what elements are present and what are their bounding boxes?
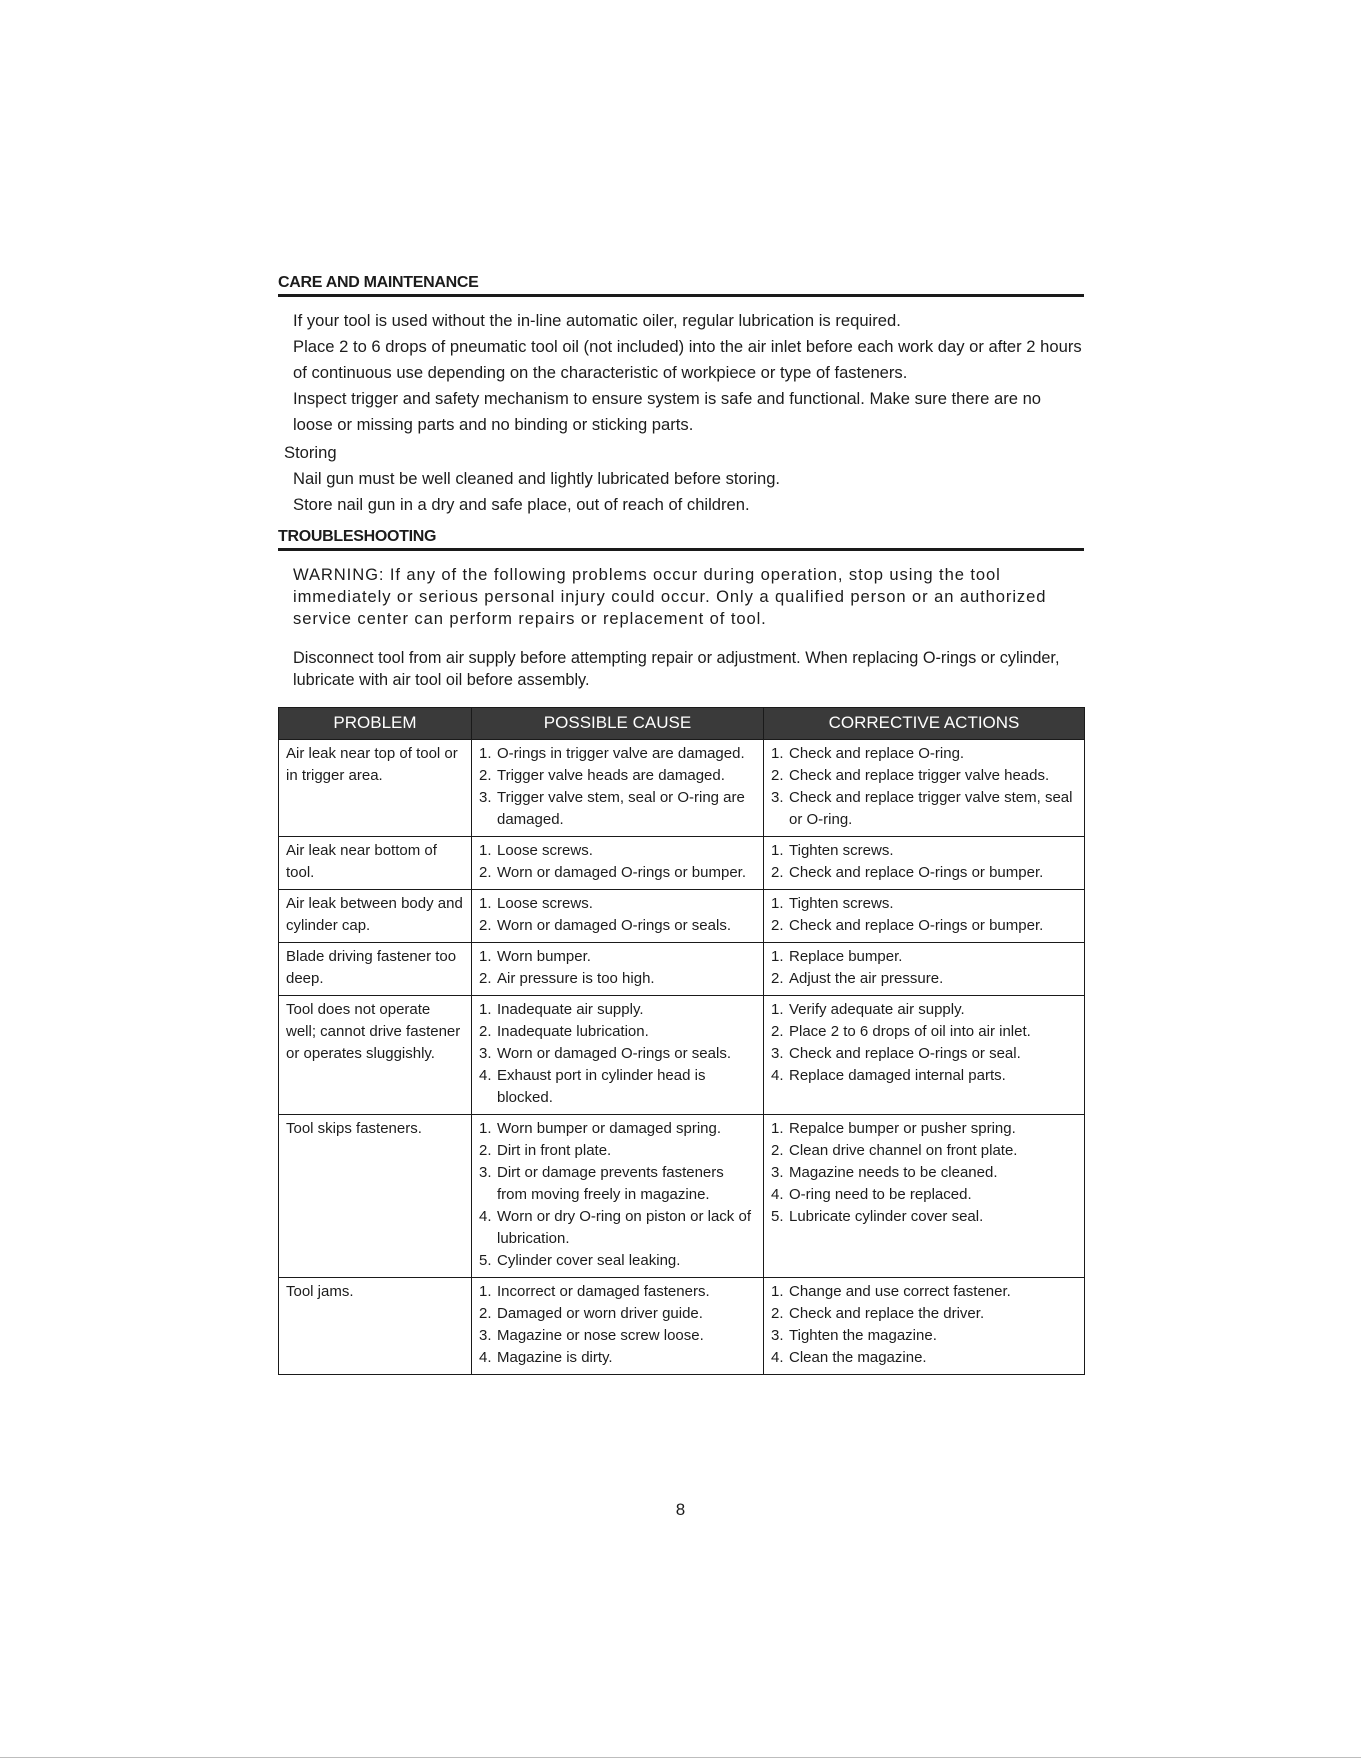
cause-text: Exhaust port in cylinder head is blocked. [497, 1066, 706, 1106]
action-cell [764, 739, 1085, 836]
cause-item [479, 840, 756, 862]
action-item [771, 1347, 1077, 1369]
storing-line: Nail gun must be well cleaned and lightly lubricated before storing. [293, 469, 781, 488]
item-number: 3. [771, 788, 784, 806]
cause-text: Worn or damaged O-rings or seals. [497, 1044, 731, 1062]
action-item [771, 743, 1077, 765]
action-item [771, 1281, 1077, 1303]
item-number: 3. [771, 1326, 784, 1344]
troubleshooting-table [278, 707, 1085, 1375]
action-text: Check and replace O-ring. [789, 744, 965, 762]
action-text: Check and replace trigger valve heads. [789, 766, 1050, 784]
item-number: 4. [771, 1066, 784, 1084]
cause-item [479, 1303, 756, 1325]
table-body [279, 739, 1085, 1374]
action-item [771, 1118, 1077, 1140]
cause-item [479, 1250, 756, 1272]
action-item [771, 787, 1077, 831]
action-item [771, 862, 1077, 884]
item-number: 2. [479, 916, 492, 934]
action-item [771, 765, 1077, 787]
care-body [278, 308, 1084, 518]
cause-text: Worn or dry O-ring on piston or lack of lubrication. [497, 1207, 751, 1247]
item-number: 1. [771, 947, 784, 965]
cause-text: Inadequate air supply. [497, 1000, 644, 1018]
action-text: Check and replace trigger valve stem, seal or O-ring. [789, 788, 1073, 828]
item-number: 2. [771, 916, 784, 934]
cause-text: Damaged or worn driver guide. [497, 1304, 703, 1322]
item-number: 1. [479, 1119, 492, 1137]
troubleshooting-heading: TROUBLESHOOTING [278, 528, 1084, 551]
action-text: Magazine needs to be cleaned. [789, 1163, 998, 1181]
cause-item [479, 1140, 756, 1162]
cause-item [479, 999, 756, 1021]
cause-text: Inadequate lubrication. [497, 1022, 649, 1040]
problem-cell: Air leak between body and cylinder cap. [279, 889, 472, 942]
problem-cell: Tool jams. [279, 1277, 472, 1374]
storing-label: Storing [284, 443, 337, 462]
cause-text: Worn bumper or damaged spring. [497, 1119, 722, 1137]
table-row [279, 739, 1085, 836]
table-row [279, 889, 1085, 942]
page-number: 8 [675, 1500, 686, 1519]
action-cell [764, 1277, 1085, 1374]
action-item [771, 1021, 1077, 1043]
table-row [279, 995, 1085, 1114]
cause-text: Incorrect or damaged fasteners. [497, 1282, 710, 1300]
item-number: 2. [479, 969, 492, 987]
action-text: Check and replace the driver. [789, 1304, 985, 1322]
action-text: Clean drive channel on front plate. [789, 1141, 1018, 1159]
item-number: 2. [771, 1141, 784, 1159]
storing-line: Store nail gun in a dry and safe place, out of reach of children. [293, 495, 750, 514]
table-row [279, 1114, 1085, 1277]
cause-text: Magazine is dirty. [497, 1348, 613, 1366]
item-number: 2. [479, 1304, 492, 1322]
item-number: 2. [479, 766, 492, 784]
item-number: 4. [479, 1348, 492, 1366]
action-item [771, 1184, 1077, 1206]
item-number: 3. [479, 788, 492, 806]
item-number: 1. [771, 744, 784, 762]
problem-cell: Air leak near top of tool or in trigger area. [279, 739, 472, 836]
item-number: 3. [479, 1326, 492, 1344]
item-number: 2. [771, 1022, 784, 1040]
cause-item [479, 765, 756, 787]
action-text: Check and replace O-rings or seal. [789, 1044, 1021, 1062]
item-number: 2. [479, 1141, 492, 1159]
action-cell [764, 942, 1085, 995]
page-bottom-rule [0, 1757, 1361, 1758]
action-text: Replace damaged internal parts. [789, 1066, 1006, 1084]
action-cell [764, 1114, 1085, 1277]
cause-cell [472, 836, 764, 889]
item-number: 3. [479, 1044, 492, 1062]
item-number: 1. [479, 1282, 492, 1300]
action-item [771, 893, 1077, 915]
cause-text: Loose screws. [497, 894, 593, 912]
action-item [771, 1043, 1077, 1065]
cause-cell [472, 889, 764, 942]
action-item [771, 915, 1077, 937]
cause-item [479, 1021, 756, 1043]
problem-cell: Air leak near bottom of tool. [279, 836, 472, 889]
action-text: Place 2 to 6 drops of oil into air inlet. [789, 1022, 1031, 1040]
action-item [771, 1162, 1077, 1184]
cause-text: Trigger valve stem, seal or O-ring are damaged. [497, 788, 745, 828]
item-number: 1. [771, 841, 784, 859]
action-text: Lubricate cylinder cover seal. [789, 1207, 984, 1225]
table-row [279, 1277, 1085, 1374]
item-number: 4. [771, 1348, 784, 1366]
cause-text: Worn or damaged O-rings or bumper. [497, 863, 747, 881]
item-number: 1. [771, 1282, 784, 1300]
item-number: 1. [479, 744, 492, 762]
item-number: 1. [479, 894, 492, 912]
cause-cell [472, 1277, 764, 1374]
item-number: 1. [771, 894, 784, 912]
item-number: 4. [771, 1185, 784, 1203]
problem-cell: Blade driving fastener too deep. [279, 942, 472, 995]
cause-text: Cylinder cover seal leaking. [497, 1251, 681, 1269]
item-number: 3. [771, 1163, 784, 1181]
action-cell [764, 836, 1085, 889]
action-text: Check and replace O-rings or bumper. [789, 863, 1044, 881]
cause-item [479, 946, 756, 968]
cause-item [479, 1325, 756, 1347]
cause-item [479, 915, 756, 937]
header-corrective-actions: CORRECTIVE ACTIONS [764, 707, 1085, 739]
cause-text: Loose screws. [497, 841, 593, 859]
cause-item [479, 1043, 756, 1065]
cause-item [479, 893, 756, 915]
cause-text: O-rings in trigger valve are damaged. [497, 744, 745, 762]
cause-item [479, 1065, 756, 1109]
cause-text: Trigger valve heads are damaged. [497, 766, 725, 784]
action-text: Replace bumper. [789, 947, 903, 965]
cause-text: Worn or damaged O-rings or seals. [497, 916, 731, 934]
action-cell [764, 995, 1085, 1114]
cause-cell [472, 739, 764, 836]
item-number: 1. [771, 1119, 784, 1137]
action-item [771, 1065, 1077, 1087]
header-problem: PROBLEM [279, 707, 472, 739]
item-number: 1. [479, 841, 492, 859]
item-number: 2. [479, 863, 492, 881]
action-text: Verify adequate air supply. [789, 1000, 965, 1018]
header-possible-cause: POSSIBLE CAUSE [472, 707, 764, 739]
item-number: 1. [771, 1000, 784, 1018]
cause-text: Dirt or damage prevents fasteners from moving freely in magazine. [497, 1163, 724, 1203]
cause-cell [472, 995, 764, 1114]
cause-text: Magazine or nose screw loose. [497, 1326, 704, 1344]
item-number: 3. [479, 1163, 492, 1181]
cause-text: Air pressure is too high. [497, 969, 655, 987]
item-number: 4. [479, 1207, 492, 1225]
cause-item [479, 968, 756, 990]
action-item [771, 840, 1077, 862]
cause-item [479, 743, 756, 765]
item-number: 5. [479, 1251, 492, 1269]
problem-cell: Tool skips fasteners. [279, 1114, 472, 1277]
cause-cell [472, 1114, 764, 1277]
action-cell [764, 889, 1085, 942]
care-paragraph: Inspect trigger and safety mechanism to ensure system is safe and functional. Make sure there are no loose or missing parts and no binding or sticking parts. [293, 389, 1042, 434]
item-number: 2. [479, 1022, 492, 1040]
item-number: 4. [479, 1066, 492, 1084]
cause-item [479, 1118, 756, 1140]
action-text: Change and use correct fastener. [789, 1282, 1011, 1300]
disconnect-text: Disconnect tool from air supply before attempting repair or adjustment. When replacing O-rings or cylinder, lubricate with air tool oil before assembly. [293, 648, 1060, 689]
cause-item [479, 862, 756, 884]
action-item [771, 1303, 1077, 1325]
cause-item [479, 1162, 756, 1206]
action-item [771, 1206, 1077, 1228]
care-paragraph: If your tool is used without the in-line automatic oiler, regular lubrication is required. [293, 311, 901, 330]
table-row [279, 836, 1085, 889]
table-header-row [279, 707, 1085, 739]
item-number: 1. [479, 1000, 492, 1018]
action-item [771, 946, 1077, 968]
item-number: 2. [771, 766, 784, 784]
table-row [279, 942, 1085, 995]
cause-text: Worn bumper. [497, 947, 591, 965]
item-number: 2. [771, 863, 784, 881]
item-number: 3. [771, 1044, 784, 1062]
cause-item [479, 1281, 756, 1303]
manual-page [278, 274, 1084, 1375]
cause-item [479, 1347, 756, 1369]
care-paragraph: Place 2 to 6 drops of pneumatic tool oil (not included) into the air inlet before each work day or after 2 hours of continuous use depending on the characteristic of workpiece or type of fasteners. [293, 337, 1082, 382]
action-text: Check and replace O-rings or bumper. [789, 916, 1044, 934]
action-text: Repalce bumper or pusher spring. [789, 1119, 1016, 1137]
action-text: Tighten screws. [789, 894, 894, 912]
action-item [771, 999, 1077, 1021]
action-text: O-ring need to be replaced. [789, 1185, 972, 1203]
cause-item [479, 787, 756, 831]
warning-text: WARNING: If any of the following problems occur during operation, stop using the tool immediately or serious personal injury could occur. Only a qualified person or an authorized service center can perform repairs or replacement of tool. [293, 565, 1047, 628]
action-text: Adjust the air pressure. [789, 969, 944, 987]
cause-item [479, 1206, 756, 1250]
action-text: Tighten screws. [789, 841, 894, 859]
item-number: 2. [771, 1304, 784, 1322]
item-number: 5. [771, 1207, 784, 1225]
action-item [771, 968, 1077, 990]
cause-cell [472, 942, 764, 995]
action-text: Clean the magazine. [789, 1348, 927, 1366]
action-item [771, 1325, 1077, 1347]
action-text: Tighten the magazine. [789, 1326, 937, 1344]
action-item [771, 1140, 1077, 1162]
item-number: 1. [479, 947, 492, 965]
item-number: 2. [771, 969, 784, 987]
cause-text: Dirt in front plate. [497, 1141, 612, 1159]
care-heading: CARE AND MAINTENANCE [278, 274, 1084, 297]
problem-cell: Tool does not operate well; cannot drive fastener or operates sluggishly. [279, 995, 472, 1114]
